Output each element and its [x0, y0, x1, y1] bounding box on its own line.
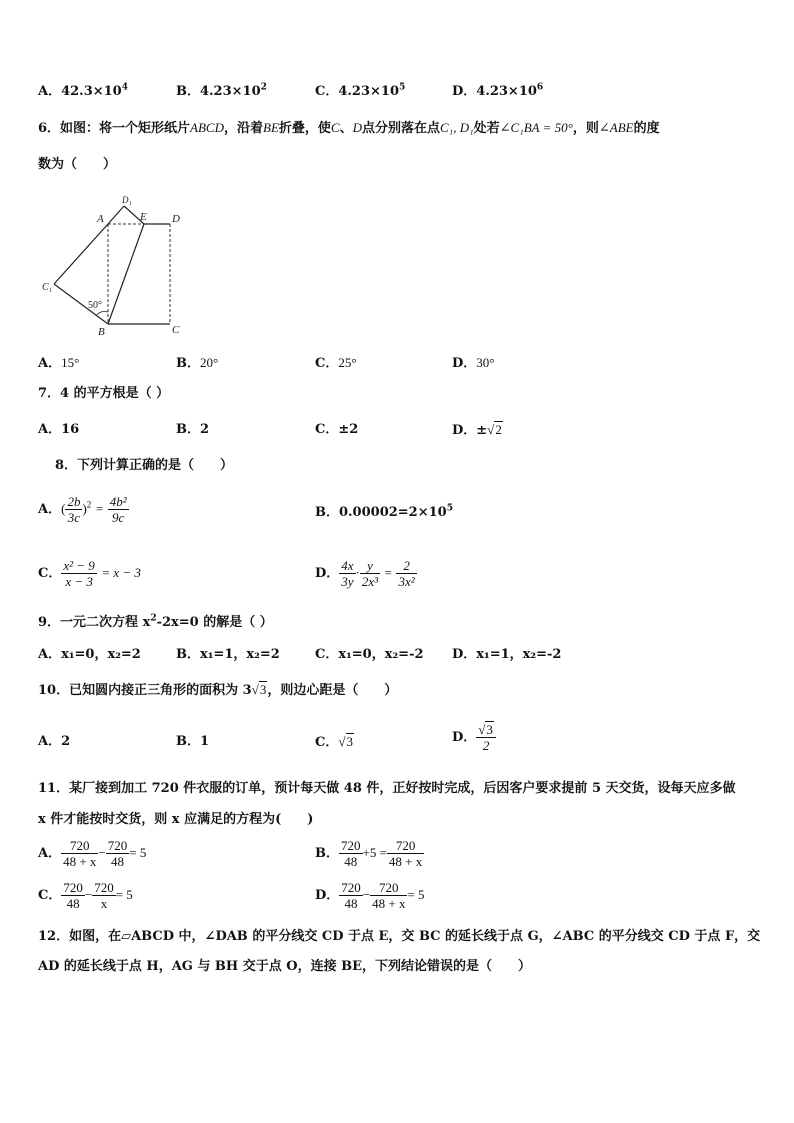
q9-option-a: A．x₁=0，x₂=2	[38, 647, 141, 662]
fig-label-a: A	[97, 213, 104, 225]
q9-option-d: D．x₁=1，x₂=-2	[452, 647, 562, 662]
q7-option-c: C．±2	[315, 422, 359, 437]
q10-option-c: C．√3	[315, 734, 353, 750]
fig-label-d1: D	[122, 195, 129, 205]
q5-option-b: B．$4.23\times 10^2$	[176, 82, 267, 99]
q6-figure	[38, 192, 198, 340]
q7-option-d: D．±√2	[452, 422, 502, 438]
q10-option-a: A．2	[38, 734, 71, 749]
q9-option-b: B．x₁=1，x₂=2	[176, 647, 280, 662]
q12-stem-line2: AD 的延长线于点 H，AG 与 BH 交于点 O，连接 BE，下列结论错误的是（ ）	[38, 959, 532, 974]
fig-label-e: E	[140, 211, 147, 223]
svg-text:1: 1	[129, 201, 132, 207]
q7-stem: 7．4 的平方根是（ ）	[38, 386, 170, 401]
q6-option-d: D．30°	[452, 355, 495, 371]
q6-stem: 6．如图：将一个矩形纸片ABCD，沿着BE折叠，使C、D点分别落在点C₁, D₁处若∠C₁BA = 50°，则∠ABE的度	[38, 120, 660, 136]
q6-stem-line2: 数为（ ）	[38, 157, 117, 172]
q9-stem: 9．一元二次方程 $x^2-2x=0$ 的解是（ ）	[38, 613, 273, 630]
q6-option-c: C．25°	[315, 355, 357, 371]
q11-option-c: C． $\frac{720}{48}$ − $\frac{720}{x}$ = 5	[38, 880, 133, 911]
q11-stem-line1: 11．某厂接到加工 720 件衣服的订单，预计每天做 48 件，正好按时完成，后因客户要求提前 5 天交货，设每天应多做	[38, 781, 736, 796]
q8-option-d: D． $\frac{4x}{3y}$ · $\frac{y}{\text{2x³}}$ = $\frac{2}{\text{3x²}}$	[315, 558, 415, 589]
q7-option-a: A．16	[38, 422, 80, 437]
q6-option-a: A．15°	[38, 355, 80, 371]
fig-label-c1: C	[42, 282, 49, 293]
q8-option-b: B．$0.00002=2\times 10^5$	[315, 503, 453, 520]
q11-option-b: B． $\frac{720}{48}$ +5 = $\frac{720}{48 + x}$	[315, 838, 423, 869]
q5-option-d: D．$4.23\times 10^6$	[452, 82, 544, 99]
q8-stem: 8．下列计算正确的是（ ）	[55, 458, 234, 473]
q6-option-b: B．20°	[176, 355, 219, 371]
q11-stem-line2: x 件才能按时交货，则 x 应满足的方程为( )	[38, 812, 314, 827]
q10-stem: 10．已知圆内接正三角形的面积为 3√3，则边心距是（ ）	[38, 682, 398, 698]
q8-option-a: A．( $\frac{2b}{3c}$ )$^2$ = $\frac{\text{4b²}}{9c}$	[38, 494, 127, 525]
q5-option-a: A．$42.3\times 10^4$	[38, 82, 128, 99]
fig-label-c: C	[172, 324, 180, 336]
q9-option-c: C．x₁=0，x₂=-2	[315, 647, 424, 662]
q10-option-b: B．1	[176, 734, 210, 749]
q11-option-a: A． $\frac{720}{48 + x}$ − $\frac{720}{48}$ = 5	[38, 838, 147, 869]
q10-option-d: D． $\frac{√3}{2}$	[452, 722, 496, 753]
fig-label-angle: 50°	[88, 300, 102, 311]
q8-option-c: C． $\frac{\text{x² − 9}}{x - 3}$ = x − 3	[38, 558, 141, 589]
fig-label-b: B	[98, 326, 105, 338]
q5-option-c: C．$4.23\times 10^5$	[315, 82, 406, 99]
svg-text:1: 1	[49, 288, 52, 294]
fig-label-d: D	[172, 213, 180, 225]
q11-option-d: D． $\frac{720}{48}$ − $\frac{720}{48 + x}$ = 5	[315, 880, 425, 911]
q12-stem-line1: 12．如图，在▱ABCD 中，∠DAB 的平分线交 CD 于点 E，交 BC 的延长线于点 G，∠ABC 的平分线交 CD 于点 F，交	[38, 929, 761, 944]
q7-option-b: B．2	[176, 422, 210, 437]
